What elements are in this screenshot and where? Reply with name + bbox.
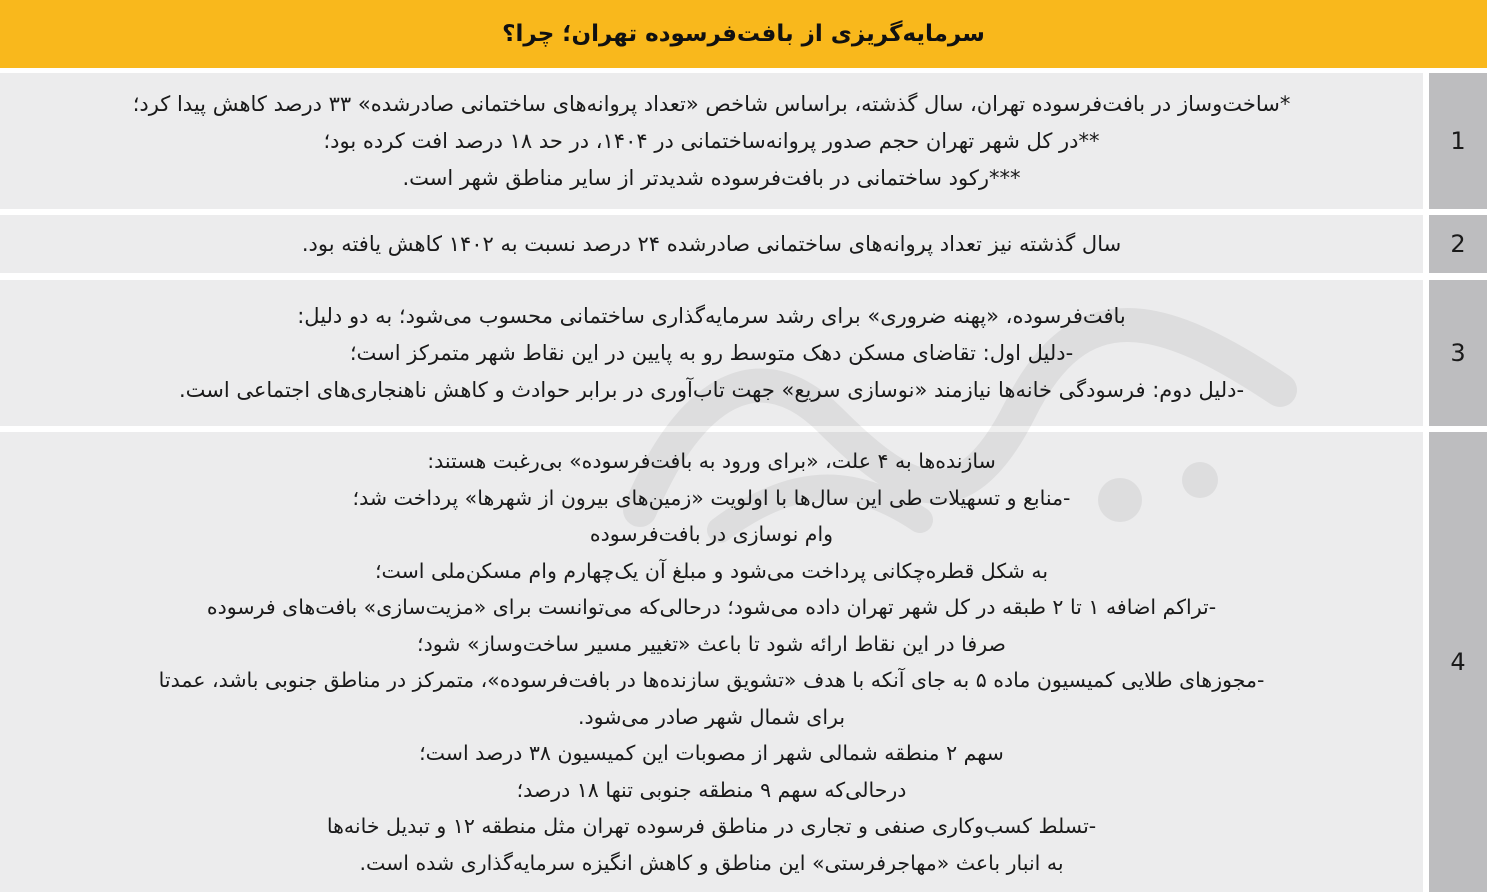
table-row [0,432,1487,892]
row-text [0,215,1423,273]
table-row [0,73,1487,209]
row-text [0,280,1423,426]
text-line: ***رکود ساختمانی در بافت‌فرسوده شدیدتر از سایر مناطق شهر است. [402,165,1021,190]
text-line: **در کل شهر تهران حجم صدور پروانه‌ساختمانی در ۱۴۰۴، در حد ۱۸ درصد افت کرده بود؛ [323,128,1100,153]
table-row [0,280,1487,426]
text-line: به انبار باعث «مهاجرفرستی» این مناطق و کاهش انگیزه سرمایه‌گذاری شده است. [359,850,1064,875]
text-line: سهم ۲ منطقه شمالی شهر از مصوبات این کمیسیون ۳۸ درصد است؛ [419,741,1004,765]
text-line: به شکل قطره‌چکانی پرداخت می‌شود و مبلغ آن یک‌چهارم وام مسکن‌ملی است؛ [374,558,1049,583]
text-line: -دلیل اول: تقاضای مسکن دهک متوسط رو به پایین در این نقاط شهر متمرکز است؛ [349,340,1074,365]
text-line: سازنده‌ها به ۴ علت، «برای ورود به بافت‌فرسوده» بی‌رغبت هستند: [427,449,996,473]
text-line: -دلیل دوم: فرسودگی خانه‌ها نیازمند «نوسازی سریع» جهت تاب‌آوری در برابر حوادث و کاهش ناهنجاری‌های اجتماعی است. [178,377,1245,402]
row-number: 2 [1429,215,1487,273]
text-line: سال گذشته نیز تعداد پروانه‌های ساختمانی صادرشده ۲۴ درصد نسبت به ۱۴۰۲ کاهش یافته بود. [301,231,1122,256]
row-number: 1 [1429,73,1487,209]
text-line: وام نوسازی در بافت‌فرسوده [589,522,834,546]
row-number: 4 [1429,432,1487,892]
text-line: *ساخت‌وساز در بافت‌فرسوده تهران، سال گذشته، براساس شاخص «تعداد پروانه‌های ساختمانی صادرشده» ۳۳ درصد کاهش پیدا کرد؛ [132,91,1291,116]
text-line: -تراکم اضافه ۱ تا ۲ طبقه در کل شهر تهران داده می‌شود؛ درحالی‌که می‌توانست برای «مزیت‌سازی» بافت‌های فرسوده [206,595,1217,619]
text-line: بافت‌فرسوده، «پهنه ضروری» برای رشد سرمایه‌گذاری ساختمانی محسوب می‌شود؛ به دو دلیل: [297,303,1126,328]
row-text [0,73,1423,209]
row-number: 3 [1429,280,1487,426]
text-line: صرفا در این نقاط ارائه شود تا باعث «تغییر مسیر ساخت‌وساز» شود؛ [417,631,1006,656]
text-line: برای شمال شهر صادر می‌شود. [577,704,846,729]
table-title: سرمایه‌گریزی از بافت‌فرسوده تهران؛ چرا؟ [0,0,1487,68]
text-line: -تسلط کسب‌وکاری صنفی و تجاری در مناطق فرسوده تهران مثل منطقه ۱۲ و تبدیل خانه‌ها [326,814,1097,838]
table-row [0,215,1487,273]
row-text [0,432,1423,892]
text-line: درحالی‌که سهم ۹ منطقه جنوبی تنها ۱۸ درصد؛ [516,777,907,802]
text-line: -منابع و تسهیلات طی این سال‌ها با اولویت «زمین‌های بیرون از شهرها» پرداخت شد؛ [352,485,1071,510]
text-line: -مجوزهای طلایی کمیسیون ماده ۵ به جای آنکه با هدف «تشویق سازنده‌ها در بافت‌فرسوده»، متمرکز در مناطق جنوبی باشد، عمدتا [158,668,1265,692]
